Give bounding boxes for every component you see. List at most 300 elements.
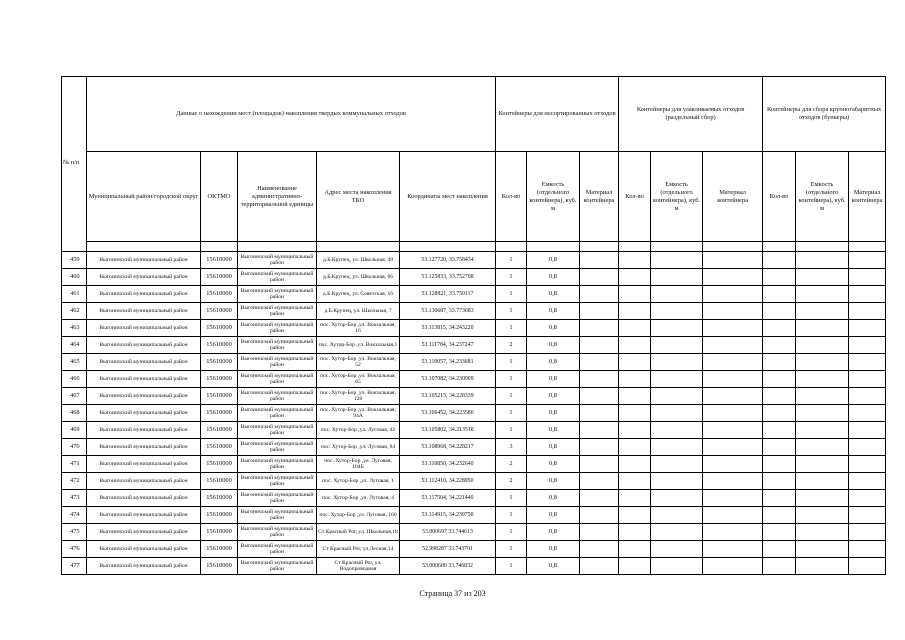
admin-unit-cell: Выгоничский муниципальный район xyxy=(238,507,317,524)
bulky-capacity-cell xyxy=(796,388,849,405)
material-cell xyxy=(580,439,619,456)
oktmo-cell: 15610000 xyxy=(201,269,238,286)
material-cell xyxy=(580,473,619,490)
bulky-capacity-cell xyxy=(796,473,849,490)
material-cell xyxy=(580,320,619,337)
municipality-cell: Выгоничский муниципальный район xyxy=(87,473,201,490)
table-row xyxy=(62,303,886,320)
oktmo-cell: 15610000 xyxy=(201,303,238,320)
bulky-capacity-cell xyxy=(796,490,849,507)
material-cell xyxy=(580,456,619,473)
address-cell: пос. Хутор-Бор ,ул. Луговая, 160 xyxy=(317,507,400,524)
bulky-qty-cell xyxy=(763,524,796,541)
separate-capacity-cell xyxy=(651,507,703,524)
material-cell xyxy=(580,490,619,507)
separate-capacity-cell xyxy=(651,388,703,405)
separate-capacity-cell xyxy=(651,422,703,439)
coordinates-cell: 53.125833, 33.752708 xyxy=(400,269,496,286)
separate-qty-cell xyxy=(619,507,651,524)
bulky-material-cell xyxy=(849,303,886,320)
material-cell xyxy=(580,354,619,371)
bulky-qty-cell xyxy=(763,371,796,388)
row-number: 470 xyxy=(62,439,87,456)
capacity-cell: 0,8 xyxy=(527,541,580,558)
bulky-material-cell xyxy=(849,456,886,473)
coordinates-cell: 53.117504, 34.221440 xyxy=(400,490,496,507)
header-group-bulky-containers: Контейнеры для сбора крупногабаритных отходов (бункеры) xyxy=(763,77,886,152)
municipality-cell: Выгоничский муниципальный район xyxy=(87,388,201,405)
separate-material-cell xyxy=(703,286,763,303)
table-row xyxy=(62,524,886,541)
header-material-3: Материал контейнера xyxy=(849,152,886,242)
admin-unit-cell: Выгоничский муниципальный район xyxy=(238,558,317,575)
spacer-cell xyxy=(703,242,763,252)
qty-cell: 1 xyxy=(496,388,527,405)
bulky-qty-cell xyxy=(763,252,796,269)
address-cell: пос. Хутор-Бор ,ул. Луговая, 42 xyxy=(317,422,400,439)
table-row xyxy=(62,490,886,507)
admin-unit-cell: Выгоничский муниципальный район xyxy=(238,456,317,473)
table-row xyxy=(62,337,886,354)
coordinates-cell: 52.998287 33.743701 xyxy=(400,541,496,558)
separate-qty-cell xyxy=(619,473,651,490)
oktmo-cell: 15610000 xyxy=(201,524,238,541)
coordinates-cell: 53.106452, 34.223580 xyxy=(400,405,496,422)
separate-qty-cell xyxy=(619,303,651,320)
table-row xyxy=(62,354,886,371)
municipality-cell: Выгоничский муниципальный район xyxy=(87,456,201,473)
bulky-capacity-cell xyxy=(796,303,849,320)
material-cell xyxy=(580,303,619,320)
municipality-cell: Выгоничский муниципальный район xyxy=(87,371,201,388)
separate-capacity-cell xyxy=(651,320,703,337)
spacer-cell xyxy=(849,242,886,252)
qty-cell: 1 xyxy=(496,507,527,524)
capacity-cell: 0,8 xyxy=(527,269,580,286)
separate-qty-cell xyxy=(619,405,651,422)
material-cell xyxy=(580,541,619,558)
coordinates-cell: 53.110057, 34.233681 xyxy=(400,354,496,371)
table-row xyxy=(62,286,886,303)
spacer-cell xyxy=(796,242,849,252)
header-coordinates: Координаты мест накопления xyxy=(400,152,496,242)
bulky-qty-cell xyxy=(763,507,796,524)
separate-qty-cell xyxy=(619,558,651,575)
bulky-material-cell xyxy=(849,269,886,286)
admin-unit-cell: Выгоничский муниципальный район xyxy=(238,354,317,371)
spacer-cell xyxy=(87,242,201,252)
capacity-cell: 0,8 xyxy=(527,303,580,320)
qty-cell: 2 xyxy=(496,337,527,354)
admin-unit-cell: Выгоничский муниципальный район xyxy=(238,286,317,303)
spacer-cell xyxy=(496,242,527,252)
separate-material-cell xyxy=(703,558,763,575)
row-number: 475 xyxy=(62,524,87,541)
header-capacity-2: Емкость (отдельного контейнера), куб. м xyxy=(651,152,703,242)
spacer-cell xyxy=(527,242,580,252)
qty-cell: 1 xyxy=(496,252,527,269)
separate-material-cell xyxy=(703,388,763,405)
separate-capacity-cell xyxy=(651,541,703,558)
admin-unit-cell: Выгоничский муниципальный район xyxy=(238,388,317,405)
oktmo-cell: 15610000 xyxy=(201,490,238,507)
admin-unit-cell: Выгоничский муниципальный район xyxy=(238,490,317,507)
separate-capacity-cell xyxy=(651,524,703,541)
row-number: 462 xyxy=(62,303,87,320)
separate-qty-cell xyxy=(619,320,651,337)
municipality-cell: Выгоничский муниципальный район xyxy=(87,354,201,371)
header-qty-2: Кол-во xyxy=(619,152,651,242)
municipality-cell: Выгоничский муниципальный район xyxy=(87,252,201,269)
separate-qty-cell xyxy=(619,252,651,269)
municipality-cell: Выгоничский муниципальный район xyxy=(87,507,201,524)
capacity-cell: 0,8 xyxy=(527,320,580,337)
bulky-material-cell xyxy=(849,558,886,575)
bulky-material-cell xyxy=(849,320,886,337)
separate-capacity-cell xyxy=(651,303,703,320)
separate-qty-cell xyxy=(619,354,651,371)
admin-unit-cell: Выгоничский муниципальный район xyxy=(238,371,317,388)
header-np: № п/п xyxy=(62,77,87,252)
separate-material-cell xyxy=(703,405,763,422)
bulky-qty-cell xyxy=(763,388,796,405)
spacer-cell xyxy=(619,242,651,252)
separate-qty-cell xyxy=(619,337,651,354)
bulky-qty-cell xyxy=(763,456,796,473)
separate-material-cell xyxy=(703,541,763,558)
bulky-capacity-cell xyxy=(796,541,849,558)
table-row xyxy=(62,252,886,269)
table-row xyxy=(62,422,886,439)
row-number: 468 xyxy=(62,405,87,422)
qty-cell: 1 xyxy=(496,371,527,388)
bulky-qty-cell xyxy=(763,541,796,558)
capacity-cell: 0,8 xyxy=(527,405,580,422)
admin-unit-cell: Выгоничский муниципальный район xyxy=(238,473,317,490)
table-row xyxy=(62,269,886,286)
header-group-unsorted-containers: Контейнеры для несортированных отходов xyxy=(496,77,619,152)
separate-capacity-cell xyxy=(651,337,703,354)
separate-capacity-cell xyxy=(651,354,703,371)
bulky-material-cell xyxy=(849,252,886,269)
spacer-cell xyxy=(651,242,703,252)
capacity-cell: 0,8 xyxy=(527,507,580,524)
municipality-cell: Выгоничский муниципальный район xyxy=(87,286,201,303)
bulky-capacity-cell xyxy=(796,354,849,371)
material-cell xyxy=(580,422,619,439)
address-cell: пос. Хутор-Бор ,ул. Вокзальная, 52 xyxy=(317,354,400,371)
header-material-1: Материал контейнера xyxy=(580,152,619,242)
separate-material-cell xyxy=(703,507,763,524)
bulky-capacity-cell xyxy=(796,422,849,439)
municipality-cell: Выгоничский муниципальный район xyxy=(87,524,201,541)
bulky-qty-cell xyxy=(763,473,796,490)
qty-cell: 1 xyxy=(496,490,527,507)
qty-cell: 1 xyxy=(496,422,527,439)
row-number: 472 xyxy=(62,473,87,490)
row-number: 474 xyxy=(62,507,87,524)
address-cell: д.Б.Крупец, ул. Школьная, 7 xyxy=(317,303,400,320)
spacer-cell xyxy=(763,242,796,252)
row-number: 473 xyxy=(62,490,87,507)
table-row xyxy=(62,541,886,558)
header-group-site: Данные о нахождении мест (площадок) накопления твердых коммунальных отходов xyxy=(87,77,496,152)
coordinates-cell: 53.000680 33.746832 xyxy=(400,558,496,575)
separate-material-cell xyxy=(703,252,763,269)
spacer-cell xyxy=(201,242,238,252)
material-cell xyxy=(580,371,619,388)
row-number: 471 xyxy=(62,456,87,473)
capacity-cell: 0,8 xyxy=(527,439,580,456)
municipality-cell: Выгоничский муниципальный район xyxy=(87,490,201,507)
qty-cell: 1 xyxy=(496,320,527,337)
coordinates-cell: 53.128821, 33.750117 xyxy=(400,286,496,303)
oktmo-cell: 15610000 xyxy=(201,473,238,490)
material-cell xyxy=(580,286,619,303)
separate-material-cell xyxy=(703,303,763,320)
separate-material-cell xyxy=(703,473,763,490)
capacity-cell: 0,8 xyxy=(527,473,580,490)
coordinates-cell: 53.127720, 33.758434 xyxy=(400,252,496,269)
address-cell: пос. Хутор-Бор ,ул. Луговая, 4 xyxy=(317,490,400,507)
separate-capacity-cell xyxy=(651,286,703,303)
separate-capacity-cell xyxy=(651,252,703,269)
separate-material-cell xyxy=(703,456,763,473)
admin-unit-cell: Выгоничский муниципальный район xyxy=(238,337,317,354)
separate-qty-cell xyxy=(619,371,651,388)
separate-capacity-cell xyxy=(651,371,703,388)
bulky-qty-cell xyxy=(763,405,796,422)
capacity-cell: 0,8 xyxy=(527,371,580,388)
qty-cell: 1 xyxy=(496,303,527,320)
bulky-capacity-cell xyxy=(796,337,849,354)
separate-capacity-cell xyxy=(651,439,703,456)
capacity-cell: 0,8 xyxy=(527,337,580,354)
municipality-cell: Выгоничский муниципальный район xyxy=(87,337,201,354)
row-number: 464 xyxy=(62,337,87,354)
address-cell: пос. Хутор-Бор ,ул. Вокзальная, 65 xyxy=(317,371,400,388)
row-number: 463 xyxy=(62,320,87,337)
qty-cell: 1 xyxy=(496,558,527,575)
municipality-cell: Выгоничский муниципальный район xyxy=(87,405,201,422)
table-row xyxy=(62,456,886,473)
separate-material-cell xyxy=(703,422,763,439)
address-cell: д.Б.Крупец, ул. Школьная, 66 xyxy=(317,269,400,286)
bulky-material-cell xyxy=(849,490,886,507)
address-cell: Ст Красный Рог, ул. Школьная,18 xyxy=(317,524,400,541)
table-row xyxy=(62,507,886,524)
coordinates-cell: 53.105802, 34.213518 xyxy=(400,422,496,439)
bulky-qty-cell xyxy=(763,269,796,286)
qty-cell: 1 xyxy=(496,354,527,371)
coordinates-cell: 53.000697 33.744613 xyxy=(400,524,496,541)
oktmo-cell: 15610000 xyxy=(201,558,238,575)
bulky-capacity-cell xyxy=(796,456,849,473)
admin-unit-cell: Выгоничский муниципальный район xyxy=(238,524,317,541)
bulky-qty-cell xyxy=(763,320,796,337)
bulky-qty-cell xyxy=(763,422,796,439)
spacer-cell xyxy=(317,242,400,252)
separate-material-cell xyxy=(703,490,763,507)
bulky-qty-cell xyxy=(763,337,796,354)
oktmo-cell: 15610000 xyxy=(201,371,238,388)
bulky-material-cell xyxy=(849,507,886,524)
oktmo-cell: 15610000 xyxy=(201,405,238,422)
qty-cell: 1 xyxy=(496,269,527,286)
header-municipality: Муниципальный район/городской округ xyxy=(87,152,201,242)
address-cell: пос. Хутор-Бор ,ул. Луговая, 104Б xyxy=(317,456,400,473)
separate-capacity-cell xyxy=(651,405,703,422)
admin-unit-cell: Выгоничский муниципальный район xyxy=(238,303,317,320)
capacity-cell: 0,8 xyxy=(527,490,580,507)
coordinates-cell: 53.111784, 34.237247 xyxy=(400,337,496,354)
bulky-material-cell xyxy=(849,354,886,371)
qty-cell: 3 xyxy=(496,439,527,456)
separate-material-cell xyxy=(703,337,763,354)
qty-cell: 2 xyxy=(496,456,527,473)
table-row xyxy=(62,558,886,575)
spacer-cell xyxy=(400,242,496,252)
bulky-qty-cell xyxy=(763,286,796,303)
material-cell xyxy=(580,252,619,269)
address-cell: Ст Красный Рог, ул.Лесная,14 xyxy=(317,541,400,558)
capacity-cell: 0,8 xyxy=(527,524,580,541)
material-cell xyxy=(580,405,619,422)
separate-qty-cell xyxy=(619,456,651,473)
bulky-material-cell xyxy=(849,473,886,490)
bulky-capacity-cell xyxy=(796,286,849,303)
spacer-cell xyxy=(238,242,317,252)
row-number: 460 xyxy=(62,269,87,286)
qty-cell: 1 xyxy=(496,524,527,541)
admin-unit-cell: Выгоничский муниципальный район xyxy=(238,439,317,456)
bulky-capacity-cell xyxy=(796,320,849,337)
oktmo-cell: 15610000 xyxy=(201,439,238,456)
bulky-material-cell xyxy=(849,405,886,422)
bulky-capacity-cell xyxy=(796,558,849,575)
address-cell: пос. Хутор-Бор ,ул. Луговая, 1 xyxy=(317,473,400,490)
municipality-cell: Выгоничский муниципальный район xyxy=(87,422,201,439)
capacity-cell: 0,8 xyxy=(527,252,580,269)
qty-cell: 1 xyxy=(496,286,527,303)
qty-cell: 1 xyxy=(496,405,527,422)
municipality-cell: Выгоничский муниципальный район xyxy=(87,320,201,337)
separate-capacity-cell xyxy=(651,456,703,473)
bulky-material-cell xyxy=(849,422,886,439)
address-cell: пос. Хутор-Бор ,ул. Вокзальная,1 xyxy=(317,337,400,354)
separate-qty-cell xyxy=(619,490,651,507)
header-qty-1: Кол-во xyxy=(496,152,527,242)
municipality-cell: Выгоничский муниципальный район xyxy=(87,269,201,286)
address-cell: пос. Хутор-Бор ,ул. Луговая, 84 xyxy=(317,439,400,456)
separate-material-cell xyxy=(703,354,763,371)
material-cell xyxy=(580,524,619,541)
bulky-qty-cell xyxy=(763,558,796,575)
separate-capacity-cell xyxy=(651,490,703,507)
oktmo-cell: 15610000 xyxy=(201,456,238,473)
coordinates-cell: 53.110850, 34.232640 xyxy=(400,456,496,473)
page-number: Страница 37 из 203 xyxy=(419,589,486,598)
address-cell: д.Б.Крупец, ул. Советская, 16 xyxy=(317,286,400,303)
address-cell: пос. Хутор-Бор ,ул. Вокзальная, 16 xyxy=(317,320,400,337)
coordinates-cell: 53.112410, 34.228950 xyxy=(400,473,496,490)
separate-qty-cell xyxy=(619,388,651,405)
header-admin-unit: Наименование административно-территориальной единицы xyxy=(238,152,317,242)
material-cell xyxy=(580,269,619,286)
bulky-capacity-cell xyxy=(796,524,849,541)
bulky-qty-cell xyxy=(763,354,796,371)
bulky-capacity-cell xyxy=(796,371,849,388)
bulky-material-cell xyxy=(849,541,886,558)
oktmo-cell: 15610000 xyxy=(201,252,238,269)
header-capacity-3: Емкость (отдельного контейнера), куб. м xyxy=(796,152,849,242)
oktmo-cell: 15610000 xyxy=(201,354,238,371)
bulky-material-cell xyxy=(849,388,886,405)
address-cell: пос. Хутор-Бор ,ул. Вокзальная, 128 xyxy=(317,388,400,405)
municipality-cell: Выгоничский муниципальный район xyxy=(87,439,201,456)
separate-qty-cell xyxy=(619,541,651,558)
bulky-capacity-cell xyxy=(796,405,849,422)
header-capacity-1: Емкость (отдельного контейнера), куб. м xyxy=(527,152,580,242)
bulky-qty-cell xyxy=(763,490,796,507)
row-number: 465 xyxy=(62,354,87,371)
municipality-cell: Выгоничский муниципальный район xyxy=(87,303,201,320)
bulky-capacity-cell xyxy=(796,269,849,286)
coordinates-cell: 53.105215, 34.228339 xyxy=(400,388,496,405)
spacer-cell xyxy=(580,242,619,252)
admin-unit-cell: Выгоничский муниципальный район xyxy=(238,405,317,422)
qty-cell: 2 xyxy=(496,473,527,490)
material-cell xyxy=(580,388,619,405)
oktmo-cell: 15610000 xyxy=(201,286,238,303)
header-oktmo: ОКТМО xyxy=(201,152,238,242)
bulky-material-cell xyxy=(849,439,886,456)
separate-qty-cell xyxy=(619,269,651,286)
bulky-material-cell xyxy=(849,524,886,541)
coordinates-cell: 53.107082, 34.230909 xyxy=(400,371,496,388)
separate-qty-cell xyxy=(619,422,651,439)
separate-material-cell xyxy=(703,439,763,456)
oktmo-cell: 15610000 xyxy=(201,507,238,524)
row-number: 469 xyxy=(62,422,87,439)
bulky-capacity-cell xyxy=(796,439,849,456)
material-cell xyxy=(580,558,619,575)
municipality-cell: Выгоничский муниципальный район xyxy=(87,541,201,558)
capacity-cell: 0,8 xyxy=(527,354,580,371)
oktmo-cell: 15610000 xyxy=(201,337,238,354)
separate-capacity-cell xyxy=(651,269,703,286)
table-row xyxy=(62,371,886,388)
separate-capacity-cell xyxy=(651,473,703,490)
admin-unit-cell: Выгоничский муниципальный район xyxy=(238,320,317,337)
table-row xyxy=(62,320,886,337)
address-cell: Ст Красный Рог, ул. Водопроводная xyxy=(317,558,400,575)
separate-material-cell xyxy=(703,320,763,337)
header-qty-3: Кол-во xyxy=(763,152,796,242)
capacity-cell: 0,8 xyxy=(527,286,580,303)
table-row xyxy=(62,439,886,456)
qty-cell: 1 xyxy=(496,541,527,558)
row-number: 466 xyxy=(62,371,87,388)
row-number: 477 xyxy=(62,558,87,575)
oktmo-cell: 15610000 xyxy=(201,388,238,405)
admin-unit-cell: Выгоничский муниципальный район xyxy=(238,269,317,286)
separate-capacity-cell xyxy=(651,558,703,575)
header-group-separate-containers: Контейнеры для улавливаемых отходов (раздельный сбор) xyxy=(619,77,763,152)
oktmo-cell: 15610000 xyxy=(201,541,238,558)
capacity-cell: 0,8 xyxy=(527,456,580,473)
table-row xyxy=(62,405,886,422)
